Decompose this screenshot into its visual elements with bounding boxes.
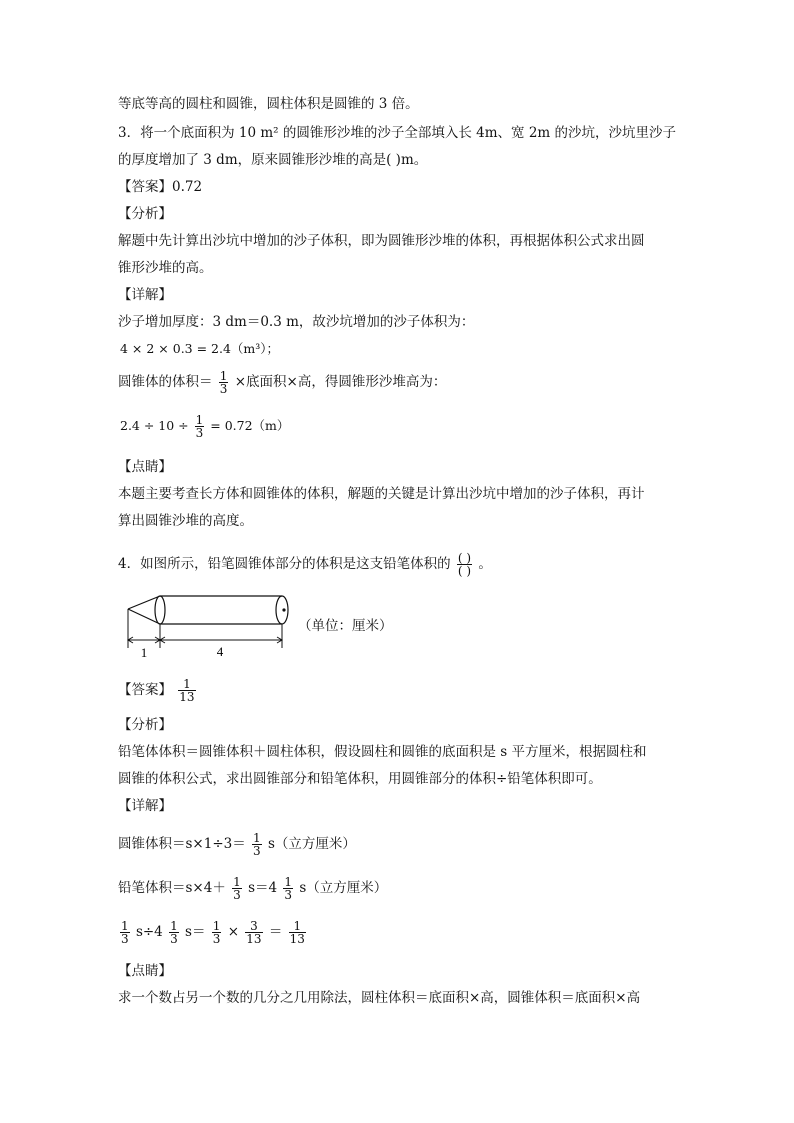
detail-3-formula-1: 4 × 2 × 0.3 = 2.4（m³）； — [120, 341, 280, 356]
denominator: 3 — [219, 382, 228, 396]
denominator: 3 — [121, 932, 129, 946]
detail-4-pencil-volume — [118, 876, 387, 901]
fraction-one-third — [232, 876, 242, 901]
numerator: 1 — [121, 919, 129, 933]
denominator: 13 — [289, 932, 305, 946]
cone-base — [155, 596, 165, 624]
tip-4-title: 【点睛】 — [118, 963, 172, 979]
numerator: 1 — [253, 831, 261, 845]
cylinder-end — [276, 596, 288, 624]
denominator: 3 — [170, 932, 178, 946]
text-segment: 圆锥体积＝s×1÷3＝ — [118, 836, 246, 852]
pencil-core-dot — [282, 608, 285, 611]
pencil-figure — [118, 588, 296, 660]
dimension-label-cylinder: 4 — [216, 644, 224, 659]
numerator: 1 — [293, 919, 302, 933]
analysis-3-line-2: 锥形沙堆的高。 — [118, 260, 213, 276]
analysis-4-line-2: 圆锥的体积公式，求出圆锥部分和铅笔体积，用圆锥部分的体积÷铅笔体积即可。 — [118, 771, 602, 787]
text-segment: s＝ — [185, 924, 206, 940]
fraction-one-third — [219, 370, 229, 395]
answer-4 — [118, 678, 198, 703]
analysis-4-line-1: 铅笔体体积＝圆锥体积＋圆柱体积，假设圆柱和圆锥的底面积是 s 平方厘米，根据圆柱和 — [118, 744, 647, 760]
text-segment: = 0.72（m） — [210, 418, 290, 433]
pencil-drawing — [128, 596, 288, 624]
numerator: 3 — [250, 919, 258, 933]
unit-label: （单位：厘米） — [298, 618, 393, 634]
text-segment: 圆锥体的体积＝ — [118, 374, 213, 390]
detail-3-line-cone-formula — [118, 370, 446, 395]
text-segment: ×底面积×高，得圆锥形沙堆高为： — [234, 374, 447, 390]
numerator: 1 — [195, 413, 204, 427]
dimension-lines — [128, 609, 282, 648]
fraction-one-thirteenth — [289, 920, 306, 945]
question-4 — [118, 552, 492, 577]
detail-3-formula-2 — [120, 414, 289, 439]
text-segment: s（立方厘米） — [299, 880, 388, 896]
detail-4-cone-volume — [118, 832, 356, 857]
numerator: 1 — [212, 919, 221, 933]
question-3-line-2: 的厚度增加了 3 dm，原来圆锥形沙堆的高是( )m。 — [118, 152, 428, 168]
analysis-3-line-1: 解题中先计算出沙坑中增加的沙子体积，即为圆锥形沙堆的体积，再根据体积公式求出圆 — [118, 233, 645, 249]
text-segment: 2.4 ÷ 10 ÷ — [120, 418, 189, 433]
tip-3-line-1: 本题主要考查长方体和圆锥体的体积，解题的关键是计算出沙坑中增加的沙子体积，再计 — [118, 486, 645, 502]
detail-4-title: 【详解】 — [118, 798, 172, 814]
question-3-line-1: 3．将一个底面积为 10 m² 的圆锥形沙堆的沙子全部填入长 4m、宽 2m 的沙坑，沙坑里沙子 — [118, 125, 677, 141]
fraction-one-third — [195, 414, 205, 439]
analysis-4-title: 【分析】 — [118, 717, 172, 733]
numerator: 1 — [284, 875, 293, 889]
detail-3-title: 【详解】 — [118, 287, 172, 303]
text-segment: 【答案】 — [118, 682, 172, 698]
tip-3-title: 【点睛】 — [118, 459, 172, 475]
text-segment: 。 — [478, 556, 492, 572]
blank-fraction — [457, 552, 472, 577]
denominator: 13 — [246, 932, 262, 946]
text-segment: × — [227, 924, 239, 940]
numerator: 1 — [233, 875, 241, 889]
denominator: 3 — [195, 426, 204, 440]
numerator-blank: ( ) — [457, 551, 472, 565]
denominator: 3 — [253, 844, 261, 858]
text-segment: s÷4 — [135, 924, 163, 940]
fraction-one-third — [283, 876, 293, 901]
denominator: 3 — [233, 888, 241, 902]
fraction-one-third — [252, 832, 262, 857]
fraction-one-third — [212, 920, 222, 945]
detail-3-line-1: 沙子增加厚度：3 dm＝0.3 m，故沙坑增加的沙子体积为： — [118, 314, 475, 330]
denominator: 13 — [179, 690, 195, 704]
numerator: 1 — [219, 369, 228, 383]
text-segment: 铅笔体积＝s×4＋ — [118, 880, 226, 896]
numerator: 1 — [183, 677, 191, 691]
denominator: 3 — [284, 888, 293, 902]
intro-line: 等底等高的圆柱和圆锥，圆柱体积是圆锥的 3 倍。 — [118, 96, 419, 112]
text-segment: s（立方厘米） — [267, 836, 356, 852]
analysis-3-title: 【分析】 — [118, 206, 172, 222]
detail-4-ratio — [118, 920, 308, 945]
tip-3-line-2: 算出圆锥沙堆的高度。 — [118, 513, 253, 529]
dimension-label-cone: 1 — [140, 645, 148, 660]
text-segment: s＝4 — [248, 880, 278, 896]
fraction-one-third — [169, 920, 179, 945]
answer-3: 【答案】0.72 — [118, 179, 203, 195]
text-segment: 4．如图所示，铅笔圆锥体部分的体积是这支铅笔体积的 — [118, 556, 451, 572]
tip-4-line-1: 求一个数占另一个数的几分之几用除法，圆柱体积＝底面积×高，圆锥体积＝底面积×高 — [118, 990, 641, 1006]
fraction-one-third — [120, 920, 130, 945]
denominator-blank: ( ) — [457, 564, 472, 578]
fraction-one-thirteenth — [178, 678, 195, 703]
fraction-three-thirteenths — [245, 920, 262, 945]
text-segment: ＝ — [268, 924, 283, 940]
denominator: 3 — [212, 932, 221, 946]
numerator: 1 — [170, 919, 178, 933]
